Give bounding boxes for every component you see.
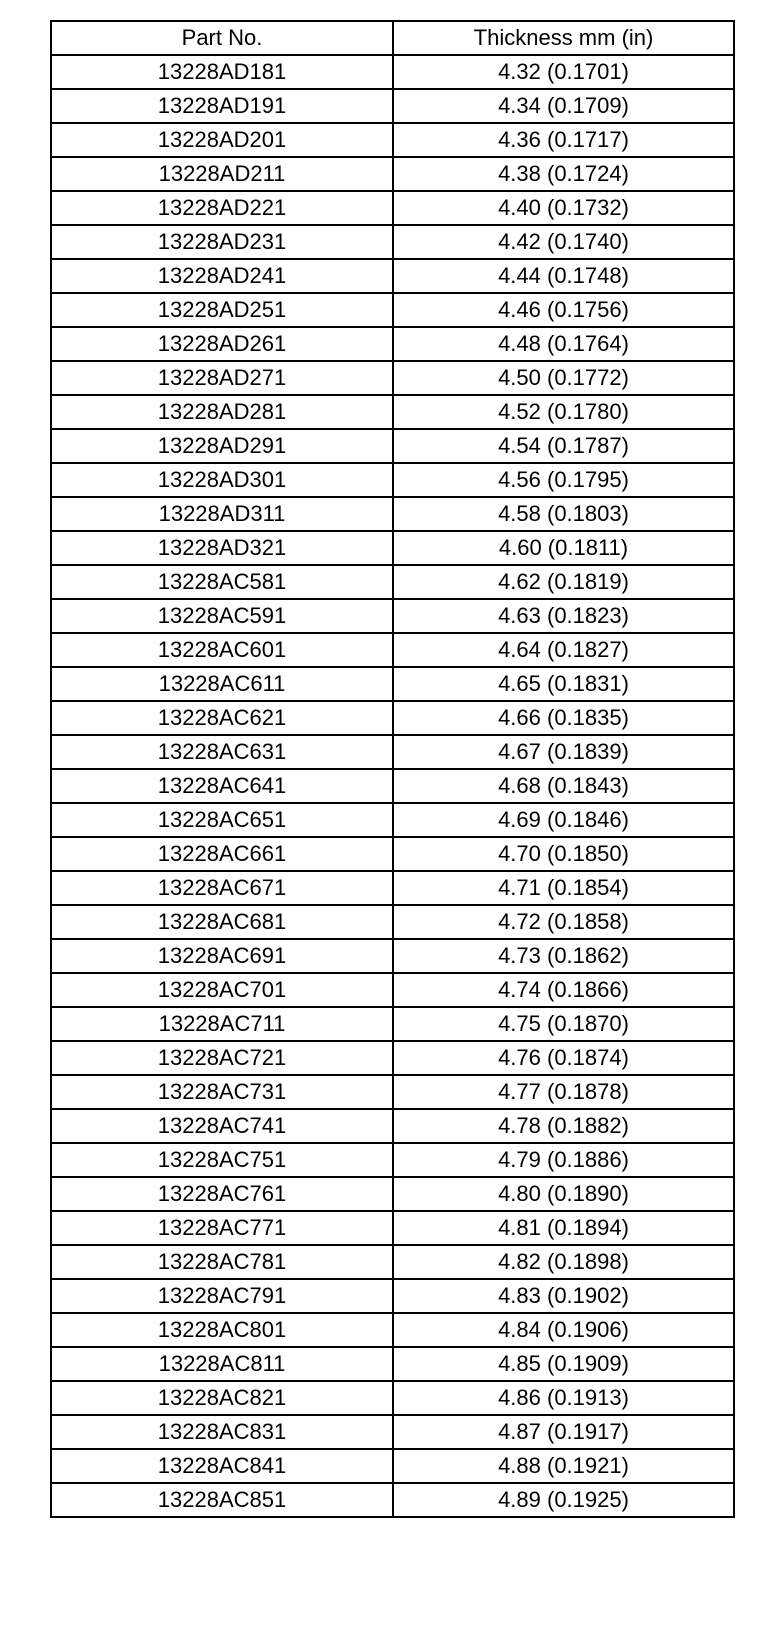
table-row <box>51 1177 734 1211</box>
thickness-spec-table <box>50 20 735 1518</box>
table-row <box>51 293 734 327</box>
part-number-cell: 13228AC581 <box>51 565 393 599</box>
thickness-cell: 4.56 (0.1795) <box>393 463 734 497</box>
part-number-cell: 13228AC641 <box>51 769 393 803</box>
table-row <box>51 123 734 157</box>
thickness-cell: 4.87 (0.1917) <box>393 1415 734 1449</box>
thickness-cell: 4.64 (0.1827) <box>393 633 734 667</box>
table-row <box>51 939 734 973</box>
table-row <box>51 429 734 463</box>
thickness-cell: 4.83 (0.1902) <box>393 1279 734 1313</box>
table-row <box>51 259 734 293</box>
part-number-cell: 13228AD271 <box>51 361 393 395</box>
thickness-cell: 4.78 (0.1882) <box>393 1109 734 1143</box>
table-row <box>51 463 734 497</box>
table-row <box>51 531 734 565</box>
thickness-cell: 4.50 (0.1772) <box>393 361 734 395</box>
part-number-cell: 13228AC701 <box>51 973 393 1007</box>
table-row <box>51 871 734 905</box>
thickness-cell: 4.82 (0.1898) <box>393 1245 734 1279</box>
part-number-cell: 13228AC831 <box>51 1415 393 1449</box>
table-row <box>51 837 734 871</box>
thickness-cell: 4.86 (0.1913) <box>393 1381 734 1415</box>
table-row <box>51 361 734 395</box>
table-row <box>51 1347 734 1381</box>
part-number-cell: 13228AD211 <box>51 157 393 191</box>
thickness-cell: 4.66 (0.1835) <box>393 701 734 735</box>
table-row <box>51 157 734 191</box>
part-number-cell: 13228AD221 <box>51 191 393 225</box>
table-row <box>51 225 734 259</box>
thickness-cell: 4.68 (0.1843) <box>393 769 734 803</box>
thickness-cell: 4.70 (0.1850) <box>393 837 734 871</box>
part-number-cell: 13228AC621 <box>51 701 393 735</box>
table-row <box>51 1075 734 1109</box>
table-row <box>51 1449 734 1483</box>
part-number-cell: 13228AC751 <box>51 1143 393 1177</box>
table-row <box>51 599 734 633</box>
part-number-cell: 13228AD311 <box>51 497 393 531</box>
table-row <box>51 803 734 837</box>
thickness-cell: 4.40 (0.1732) <box>393 191 734 225</box>
part-number-cell: 13228AD301 <box>51 463 393 497</box>
part-number-cell: 13228AD181 <box>51 55 393 89</box>
thickness-cell: 4.72 (0.1858) <box>393 905 734 939</box>
thickness-cell: 4.79 (0.1886) <box>393 1143 734 1177</box>
thickness-cell: 4.67 (0.1839) <box>393 735 734 769</box>
part-number-cell: 13228AD191 <box>51 89 393 123</box>
thickness-cell: 4.63 (0.1823) <box>393 599 734 633</box>
table-row <box>51 89 734 123</box>
part-number-cell: 13228AD241 <box>51 259 393 293</box>
part-number-cell: 13228AC631 <box>51 735 393 769</box>
thickness-cell: 4.88 (0.1921) <box>393 1449 734 1483</box>
table-row <box>51 1381 734 1415</box>
thickness-cell: 4.46 (0.1756) <box>393 293 734 327</box>
part-number-cell: 13228AC811 <box>51 1347 393 1381</box>
table-row <box>51 1313 734 1347</box>
part-number-cell: 13228AC801 <box>51 1313 393 1347</box>
table-row <box>51 1041 734 1075</box>
thickness-cell: 4.89 (0.1925) <box>393 1483 734 1517</box>
thickness-cell: 4.65 (0.1831) <box>393 667 734 701</box>
table-row <box>51 1109 734 1143</box>
thickness-cell: 4.34 (0.1709) <box>393 89 734 123</box>
part-number-cell: 13228AC761 <box>51 1177 393 1211</box>
part-number-cell: 13228AD201 <box>51 123 393 157</box>
part-number-cell: 13228AC651 <box>51 803 393 837</box>
table-body <box>51 55 734 1517</box>
table-row <box>51 905 734 939</box>
thickness-cell: 4.54 (0.1787) <box>393 429 734 463</box>
thickness-cell: 4.36 (0.1717) <box>393 123 734 157</box>
table-row <box>51 667 734 701</box>
table-row <box>51 633 734 667</box>
table-row <box>51 769 734 803</box>
table-row <box>51 1415 734 1449</box>
thickness-cell: 4.62 (0.1819) <box>393 565 734 599</box>
table-row <box>51 191 734 225</box>
part-number-cell: 13228AD261 <box>51 327 393 361</box>
thickness-cell: 4.84 (0.1906) <box>393 1313 734 1347</box>
header-thickness: Thickness mm (in) <box>393 21 734 55</box>
thickness-cell: 4.69 (0.1846) <box>393 803 734 837</box>
table-row <box>51 395 734 429</box>
part-number-cell: 13228AD321 <box>51 531 393 565</box>
thickness-cell: 4.38 (0.1724) <box>393 157 734 191</box>
table-row <box>51 1211 734 1245</box>
thickness-cell: 4.85 (0.1909) <box>393 1347 734 1381</box>
thickness-cell: 4.77 (0.1878) <box>393 1075 734 1109</box>
part-number-cell: 13228AD231 <box>51 225 393 259</box>
table-header-row <box>51 21 734 55</box>
part-number-cell: 13228AD291 <box>51 429 393 463</box>
table-row <box>51 1483 734 1517</box>
part-number-cell: 13228AC671 <box>51 871 393 905</box>
thickness-cell: 4.73 (0.1862) <box>393 939 734 973</box>
part-number-cell: 13228AD251 <box>51 293 393 327</box>
table-row <box>51 1143 734 1177</box>
part-number-cell: 13228AC591 <box>51 599 393 633</box>
thickness-cell: 4.60 (0.1811) <box>393 531 734 565</box>
thickness-cell: 4.76 (0.1874) <box>393 1041 734 1075</box>
part-number-cell: 13228AC851 <box>51 1483 393 1517</box>
part-number-cell: 13228AC771 <box>51 1211 393 1245</box>
part-number-cell: 13228AC741 <box>51 1109 393 1143</box>
header-part-no: Part No. <box>51 21 393 55</box>
part-number-cell: 13228AC721 <box>51 1041 393 1075</box>
part-number-cell: 13228AD281 <box>51 395 393 429</box>
thickness-cell: 4.80 (0.1890) <box>393 1177 734 1211</box>
thickness-cell: 4.74 (0.1866) <box>393 973 734 1007</box>
part-number-cell: 13228AC731 <box>51 1075 393 1109</box>
table-row <box>51 735 734 769</box>
table-row <box>51 701 734 735</box>
table-row <box>51 1245 734 1279</box>
table-row <box>51 497 734 531</box>
table-row <box>51 565 734 599</box>
part-number-cell: 13228AC601 <box>51 633 393 667</box>
part-number-cell: 13228AC841 <box>51 1449 393 1483</box>
table-row <box>51 1279 734 1313</box>
part-number-cell: 13228AC681 <box>51 905 393 939</box>
thickness-cell: 4.75 (0.1870) <box>393 1007 734 1041</box>
table-row <box>51 1007 734 1041</box>
part-number-cell: 13228AC781 <box>51 1245 393 1279</box>
thickness-cell: 4.44 (0.1748) <box>393 259 734 293</box>
thickness-cell: 4.58 (0.1803) <box>393 497 734 531</box>
thickness-cell: 4.52 (0.1780) <box>393 395 734 429</box>
thickness-cell: 4.42 (0.1740) <box>393 225 734 259</box>
table-row <box>51 55 734 89</box>
thickness-cell: 4.71 (0.1854) <box>393 871 734 905</box>
part-number-cell: 13228AC711 <box>51 1007 393 1041</box>
thickness-cell: 4.81 (0.1894) <box>393 1211 734 1245</box>
part-number-cell: 13228AC611 <box>51 667 393 701</box>
part-number-cell: 13228AC821 <box>51 1381 393 1415</box>
table-row <box>51 327 734 361</box>
part-number-cell: 13228AC791 <box>51 1279 393 1313</box>
part-number-cell: 13228AC691 <box>51 939 393 973</box>
part-number-cell: 13228AC661 <box>51 837 393 871</box>
thickness-cell: 4.32 (0.1701) <box>393 55 734 89</box>
thickness-cell: 4.48 (0.1764) <box>393 327 734 361</box>
table-row <box>51 973 734 1007</box>
